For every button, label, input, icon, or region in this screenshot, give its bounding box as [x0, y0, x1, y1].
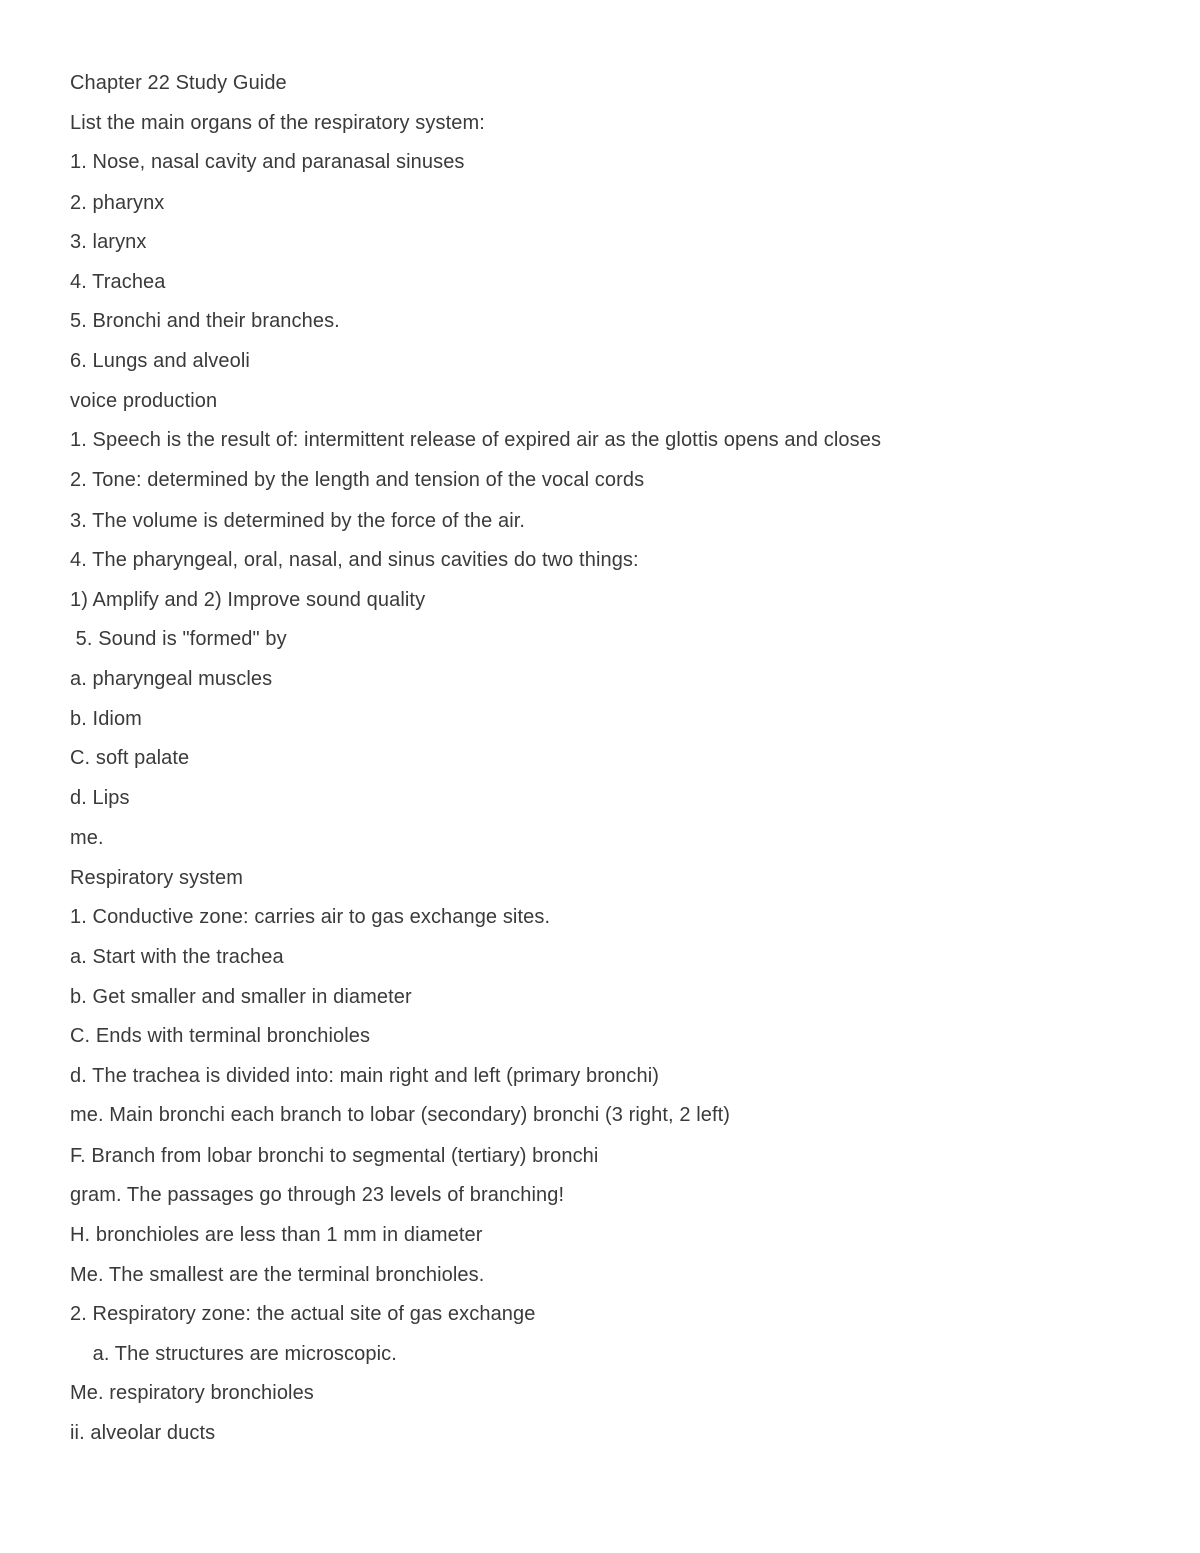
text-line: 4. Trachea [70, 271, 166, 293]
text-line: d. The trachea is divided into: main right and left (primary bronchi) [70, 1065, 660, 1087]
text-line: C. Ends with terminal bronchioles [70, 1025, 371, 1047]
text-line: a. The structures are microscopic. [70, 1343, 397, 1365]
text-line: b. Idiom [70, 708, 142, 730]
text-line: 1. Conductive zone: carries air to gas exchange sites. [70, 906, 551, 928]
text-line: 2. Tone: determined by the length and tension of the vocal cords [70, 469, 645, 491]
section-heading: List the main organs of the respiratory system: [70, 112, 485, 134]
text-line: Me. The smallest are the terminal bronchioles. [70, 1264, 485, 1286]
text-line: H. bronchioles are less than 1 mm in diameter [70, 1224, 483, 1246]
text-line: 5. Sound is "formed" by [70, 628, 287, 650]
text-line: 3. larynx [70, 231, 147, 253]
text-line: ii. alveolar ducts [70, 1422, 216, 1444]
text-line: 6. Lungs and alveoli [70, 350, 250, 372]
text-line: 1. Speech is the result of: intermittent release of expired air as the glottis opens and closes [70, 429, 882, 451]
text-line: C. soft palate [70, 747, 190, 769]
text-line: 5. Bronchi and their branches. [70, 310, 340, 332]
text-line: me. [70, 827, 104, 849]
text-line: Me. respiratory bronchioles [70, 1382, 314, 1404]
text-line: 1) Amplify and 2) Improve sound quality [70, 589, 426, 611]
text-line: d. Lips [70, 787, 130, 809]
section-heading: voice production [70, 390, 218, 412]
text-line: 2. pharynx [70, 192, 165, 214]
section-heading: Respiratory system [70, 867, 243, 889]
text-line: gram. The passages go through 23 levels of branching! [70, 1184, 565, 1206]
text-line: 1. Nose, nasal cavity and paranasal sinuses [70, 151, 465, 173]
text-line: a. pharyngeal muscles [70, 668, 273, 690]
text-line: F. Branch from lobar bronchi to segmental (tertiary) bronchi [70, 1145, 599, 1167]
text-line: 4. The pharyngeal, oral, nasal, and sinus cavities do two things: [70, 549, 639, 571]
text-line: a. Start with the trachea [70, 946, 284, 968]
text-line: me. Main bronchi each branch to lobar (secondary) bronchi (3 right, 2 left) [70, 1104, 731, 1126]
document-title: Chapter 22 Study Guide [70, 72, 287, 94]
text-line: b. Get smaller and smaller in diameter [70, 986, 412, 1008]
text-line: 3. The volume is determined by the force of the air. [70, 510, 526, 532]
text-line: 2. Respiratory zone: the actual site of gas exchange [70, 1303, 536, 1325]
